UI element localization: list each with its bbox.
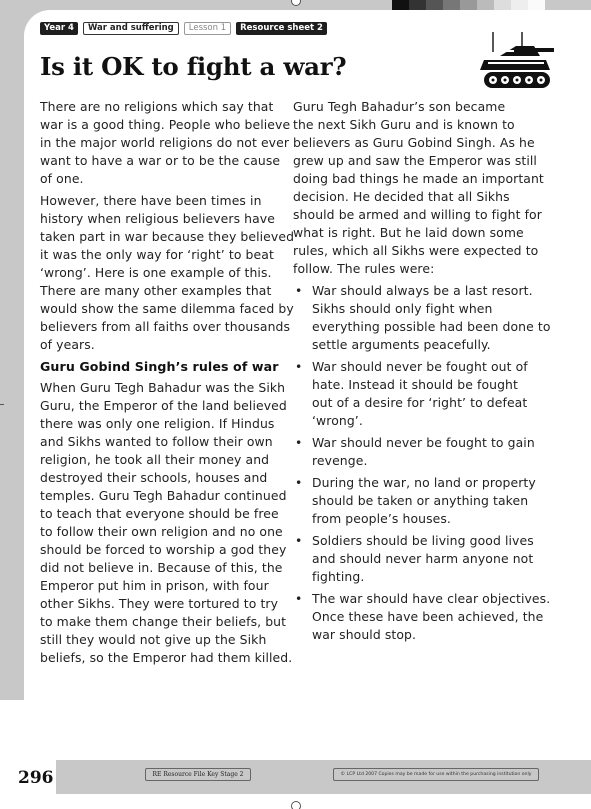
bullet-icon: • bbox=[295, 435, 303, 450]
registration-mark-bottom bbox=[291, 801, 301, 809]
margin-tick bbox=[0, 404, 4, 405]
year-tag: Year 4 bbox=[40, 22, 78, 35]
unit-tag: War and suffering bbox=[83, 22, 179, 35]
page-title: Is it OK to fight a war? bbox=[40, 52, 347, 81]
copyright-notice: © LCP Ltd 2007 Copies may be made for use within the purchasing institution only bbox=[333, 768, 539, 781]
rule-item: • The war should have clear objectives. Once these have been achieved, the war should stop. bbox=[295, 591, 551, 642]
colour-bar bbox=[392, 0, 545, 10]
lesson-tag: Lesson 1 bbox=[184, 22, 231, 35]
story-paragraph: When Guru Tegh Bahadur was the Sikh Guru, the Emperor of the land believed there was only one religion. If Hindus and Sikhs wanted to follow their own religion, he took all their money and destroyed their schools, houses and temples. Guru Tegh Bahadur continued to teach that everyone should be free to follow their own religion and no one should be forced to worship a god they did not believe in. Because of this, the Emperor put him in prison, with four other Sikhs. They were tortured to try to make them change their beliefs, but still they would not give up the Sikh beliefs, so the Emperor had them killed. bbox=[40, 380, 293, 665]
series-label: RE Resource File Key Stage 2 bbox=[145, 768, 251, 781]
rule-item: • During the war, no land or property should be taken or anything taken from people’s houses. bbox=[295, 475, 536, 526]
right-column bbox=[293, 98, 551, 648]
page-number: 296 bbox=[18, 768, 54, 788]
resource-tag: Resource sheet 2 bbox=[236, 22, 327, 35]
rule-item: • Soldiers should be living good lives and should never harm anyone not fighting. bbox=[295, 533, 534, 584]
tank-icon bbox=[480, 30, 554, 92]
rule-item: • War should never be fought to gain revenge. bbox=[295, 435, 535, 468]
bullet-icon: • bbox=[295, 359, 303, 374]
bullet-icon: • bbox=[295, 591, 303, 606]
left-column bbox=[40, 98, 295, 671]
rules-list bbox=[293, 282, 551, 644]
breadcrumb-tags bbox=[40, 22, 327, 35]
son-paragraph: Guru Tegh Bahadur’s son became the next Sikh Guru and is known to believers as Guru Gobind Singh. As he grew up and saw the Emperor was still doing bad things he made an important decision. He decided that all Sikhs should be armed and willing to fight for what is right. But he laid down some rules, which all Sikhs were expected to follow. The rules were: bbox=[293, 99, 544, 276]
rule-item: • War should always be a last resort. Sikhs should only fight when everything possible had been done to settle arguments peacefully. bbox=[295, 283, 551, 352]
intro-paragraph: There are no religions which say that war is a good thing. People who believe in the major world religions do not ever want to have a war or to be the cause of one. bbox=[40, 99, 291, 186]
rule-item: • War should never be fought out of hate. Instead it should be fought out of a desire for ‘right’ to defeat ‘wrong’. bbox=[295, 359, 528, 428]
bullet-icon: • bbox=[295, 283, 303, 298]
bullet-icon: • bbox=[295, 475, 303, 490]
history-paragraph: However, there have been times in history when religious believers have taken part in war because they believed it was the only way for ‘right’ to beat ‘wrong’. Here is one example of this. There are many other examples that would show the same dilemma faced by believers from all faiths over thousands of years. bbox=[40, 193, 295, 352]
bullet-icon: • bbox=[295, 533, 303, 548]
section-heading: Guru Gobind Singh’s rules of war bbox=[40, 359, 279, 374]
